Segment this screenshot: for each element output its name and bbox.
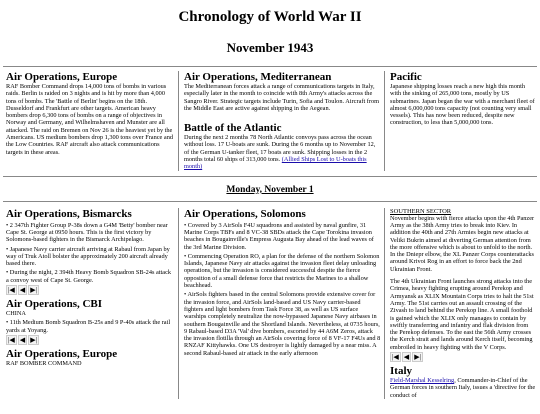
prev-arrow-icon[interactable]: |◀ — [8, 286, 15, 295]
article-heading: Air Operations, Europe — [6, 71, 118, 83]
list-item-text: Japanese Navy carrier aircraft arriving at Rabaul from Japan by way of Truk Atoll bolster the approximately 200 aircraft already based there. — [6, 245, 170, 268]
list-item: • AirSols fighters based in the central Solomons provide extensive cover for the invasion force, and AirSols land-based and US Navy carrier-based fighters and light bombers from Task Force 38, as well as US surface warships completely neutralize the now-bypassed Japanese Navy airbases in southern Bougainville and the Shortland Islands. Nevertheless, at 0735 hours, 9 Rabaul-based D3A 'Val' dive bombers, escorted by 44 A6M Zeros, attack the invasion flotilla through an AirSols covering force of 8 VF-17 F4Us and 8 RNZAF Kittyhawks. One US destroyer is lightly damaged by a near miss. A second Rabaul-based air attack in the early afternoon — [184, 291, 381, 357]
column-divider — [384, 71, 385, 171]
list-item-text: 11th Medium Bomb Squadron B-25s and 9 P-40s attack the rail yards at Yoyang. — [6, 319, 171, 334]
list-item: • Japanese Navy carrier aircraft arriving at Rabaul from Japan by way of Truk Atoll bolster the approximately 200 aircraft already based there. — [6, 245, 170, 268]
nav-arrows — [6, 336, 175, 344]
europe-article — [0, 71, 178, 171]
column-divider — [178, 71, 179, 171]
day-heading — [0, 185, 540, 195]
atlantic-body: During the next 2 months 78 North Atlantic convoys pass across the ocean without loss. 17 U-boats are sunk. During the 6 months up to November 12, of the German U-tanker fleet, 17 boats are sunk. Shipping losses in the 2 months total 60 ships of 313,000 tons. — [184, 134, 376, 164]
list-item: • Covered by 3 AirSols F4U squadrons and assisted by naval gunfire, 31 Marine Corps TBFs and 8 VC-38 SBDs attack the Cape Torokina invasion beaches in Bougainville's Empress Augusta Bay ahead of the lead waves of the 3rd Marine Division. — [184, 221, 374, 251]
top-rule — [3, 66, 537, 67]
list-item: • Commencing Operation RO, a plan for the defense of the northern Solomon Islands, Japanese Navy air attacks against the invasion fleet delay unloading operations, but the invasion is considered successful despite the fierce opposition of a small defense force that restricts the Marines to a shallow beachhead. — [184, 252, 380, 290]
southern-text-2: The 4th Ukrainian Front launches strong attacks into the Crimea, heavy fighting erupting around Perekop and Armyansk as XLIX Mountain Corps tries to halt the 51st Army. The 51st carries out an assault crossing of the Zivash to land behind the Perekop line. A small foothold is gained which the XLIX only manages to contain by swiftly transferring and infantry and flak division from the Perekop defenses. To the east the 56th Army crosses the Kerch strait and lands around Kerch itself, becoming embroiled in heavy fighting with the V Corps. — [390, 278, 534, 351]
list-item-text: 2 347th Fighter Group P-38s down a G4M 'Betty' bomber near Cape St. George at 0950 hours. This is the first victory by Solomons-based fighters in the Bismarck Archipelago. — [6, 221, 168, 244]
bottom-section — [0, 208, 540, 399]
article-text: Japanese shipping losses reach a new high this month with the sinking of 265,000 tons, mostly by US submarines. Japan began the war with a merchant fleet of almost 6,000,000 tons capacity (not counting very small vessels). This has now been reduced, despite new construction, to less than 5,000,000 tons. — [390, 83, 535, 127]
cbi-subheading: CHINA — [6, 310, 26, 318]
nav-arrows — [390, 353, 537, 361]
list-item-text: Commencing Operation RO, a plan for the defense of the northern Solomon Islands, Japanese Navy air attacks against the invasion fleet delay unloading operations, but the invasion is considered successful despite the fierce opposition of a small defense force that restricts the Marines to a shallow beachhead. — [184, 252, 380, 290]
italy-heading: Italy — [390, 365, 412, 378]
southern-sector-heading: SOUTHERN SECTOR — [390, 207, 452, 215]
up-arrow-icon[interactable]: ◀ — [19, 286, 26, 295]
middle-column — [178, 208, 384, 399]
list-item-text: During the night, 2 394th Heavy Bomb Squadron SB-24s attack a convoy west of Cape St. George. — [6, 269, 172, 284]
page-subtitle: November 1943 — [226, 40, 314, 55]
atlantic-heading: Battle of the Atlantic — [184, 122, 282, 135]
day-label: Monday, November 1 — [226, 184, 314, 195]
right-column — [384, 208, 540, 399]
list-item: • During the night, 2 394th Heavy Bomb Squadron SB-24s attack a convoy west of Cape St. George. — [6, 269, 172, 284]
left-column — [0, 208, 178, 399]
nav-arrows — [6, 286, 175, 294]
pacific-article — [384, 71, 540, 171]
italy-text — [390, 377, 537, 399]
europe2-subheading: RAF BOMBER COMMAND — [6, 359, 82, 367]
page-title: Chronology of World War II — [178, 9, 362, 25]
cbi-heading: Air Operations, CBI — [6, 298, 103, 311]
southern-text-1: November begins with fierce attacks upon the 4th Panzer Army as the 38th Army tries to break into Kiev. In addition the 40th and 27th Armies begin new attacks at Veliki Bukrin aimed at diverting German attention from the more offensive which is about to unfold to the north. In the Dniepr elbow, the XL Panzer Corps counterattacks around Krivoi Rog in an effort to force back the 2nd Ukrainian Front. — [390, 214, 535, 273]
kesselring-link[interactable]: Field-Marshal Kesselring — [390, 377, 455, 385]
section-rule — [3, 201, 537, 202]
section-rule — [3, 176, 537, 177]
list-item: • 2 347th Fighter Group P-38s down a G4M 'Betty' bomber near Cape St. George at 0950 hours. This is the first victory by Solomons-based fighters in the Bismarck Archipelago. — [6, 221, 168, 244]
column-divider — [384, 208, 385, 399]
next-arrow-icon[interactable]: ▶| — [30, 286, 37, 295]
list-item-text: AirSols fighters based in the central Solomons provide extensive cover for the invasion force, and AirSols land-based and US Navy carrier-based fighters and light bombers from Task Force 38, as well as US surface warships completely neutralize the now-bypassed Japanese Navy airbases in southern Bougainville and the Shortland Islands. Nevertheless, at 0735 hours, 9 Rabaul-based D3A 'Val' dive bombers, escorted by 44 A6M Zeros, attack the invasion flotilla through an AirSols covering force of 8 VF-17 F4Us and 8 RNZAF Kittyhawks. One US destroyer is lightly damaged by a near miss. A second Rabaul-based air attack in the early afternoon — [184, 291, 381, 357]
next-arrow-icon[interactable]: ▶| — [30, 335, 37, 344]
europe2-heading: Air Operations, Europe — [6, 347, 118, 360]
list-item: • 11th Medium Bomb Squadron B-25s and 9 P-40s attack the rail yards at Yoyang. — [6, 319, 171, 334]
italy-body: , Commander-in-Chief of the German forces in southern Italy, issues a 'directive for the conduct of — [390, 377, 536, 399]
prev-arrow-icon[interactable]: |◀ — [8, 335, 15, 344]
mediterranean-article — [178, 71, 384, 171]
top-section — [0, 71, 540, 171]
uboat-losses-link[interactable]: (Allied Ships Lost to U-boats this month) — [184, 156, 367, 171]
article-heading: Air Operations, Mediterranean — [184, 71, 332, 83]
article-heading: Pacific — [390, 71, 422, 83]
up-arrow-icon[interactable]: ◀ — [403, 353, 410, 362]
article-text: The Mediterranean forces attack a range of communications targets in Italy, especially later in the month to coincide with 8th Army's attacks across the Sangro River. Strategic targets include Turin, Sofia and Toulon. Aircraft from the Middle East are active against shipping in the Aegean. — [184, 83, 380, 112]
column-divider — [178, 208, 179, 399]
up-arrow-icon[interactable]: ◀ — [19, 335, 26, 344]
solomons-heading: Air Operations, Solomons — [184, 207, 306, 220]
article-text: RAF Bomber Command drops 14,000 tons of bombs in various raids. Berlin is raided on 3 nights and is hit by more than 4,000 tons of bombs. The 'Battle of Berlin' begins on the 18th. Dusseldorf and Frankfurt are other targets. American heavy bombers drop 6,300 tons of bombs on a range of objectives in Norway and Germany, and Wilhelmshaven and Munster are all attacked. The raid on Bremen on Nov 26 is the heaviest yet by the Americans. US medium bombers drop 1,300 tons over France and the Low Countries. RAF aircraft also attack communications targets in these areas. — [6, 83, 174, 156]
bismarcks-heading: Air Operations, Bismarcks — [6, 207, 132, 220]
next-arrow-icon[interactable]: ▶| — [414, 353, 421, 362]
atlantic-text — [184, 134, 381, 170]
prev-arrow-icon[interactable]: |◀ — [392, 353, 399, 362]
list-item-text: Covered by 3 AirSols F4U squadrons and assisted by naval gunfire, 31 Marine Corps TBFs and 8 VC-38 SBDs attack the Cape Torokina invasion beaches in Bougainville's Empress Augusta Bay ahead of the lead waves of the 3rd Marine Division. — [184, 221, 374, 251]
